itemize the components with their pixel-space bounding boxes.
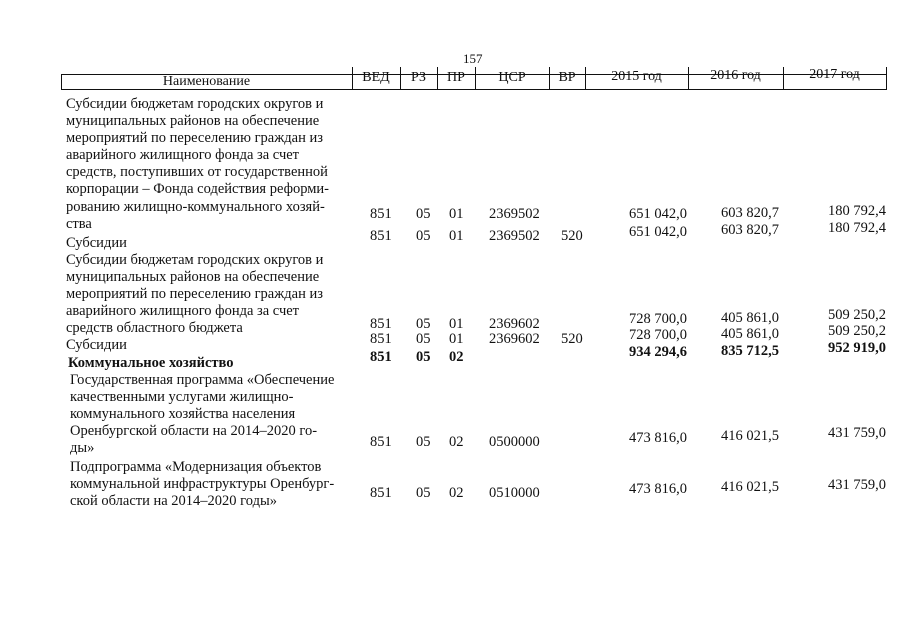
row-name <box>66 337 351 354</box>
header-2016: 2016 год <box>710 68 761 83</box>
cell-ved: 851 <box>370 485 392 501</box>
row-name-line: коммунального хозяйства населения <box>70 406 296 423</box>
row-name-line: средств, поступивших от государственной <box>66 164 328 181</box>
cell-amount-2016: 603 820,7 <box>721 205 779 221</box>
row-name <box>70 459 355 510</box>
cell-amount-2015: 728 700,0 <box>629 311 687 327</box>
row-name-line: муниципальных районов на обеспечение <box>66 113 320 130</box>
cell-pr: 02 <box>449 485 464 501</box>
cell-amount-2015: 728 700,0 <box>629 327 687 343</box>
cell-pr: 01 <box>449 228 464 244</box>
cell-amount-2015: 651 042,0 <box>629 206 687 222</box>
cell-amount-2015: 473 816,0 <box>629 430 687 446</box>
page-number: 157 <box>463 51 483 66</box>
header-vr: ВР <box>558 70 576 85</box>
cell-amount-2017: 180 792,4 <box>828 220 886 236</box>
row-name-line: Субсидии <box>66 337 127 353</box>
cell-pr: 01 <box>449 331 464 347</box>
cell-amount-2017: 952 919,0 <box>828 340 886 356</box>
cell-csr: 0500000 <box>489 434 540 450</box>
cell-ved: 851 <box>370 228 392 244</box>
cell-csr: 2369602 <box>489 331 540 347</box>
cell-amount-2016: 416 021,5 <box>721 479 779 495</box>
cell-rz: 05 <box>416 316 431 332</box>
cell-csr: 2369502 <box>489 228 540 244</box>
header-csr: ЦСР <box>498 70 526 85</box>
row-name-line: Оренбургской области на 2014–2020 го- <box>70 423 318 440</box>
header-2017: 2017 год <box>809 67 860 82</box>
row-name-line: Подпрограмма «Модернизация объектов <box>70 459 322 475</box>
row-name-line: аварийного жилищного фонда за счет <box>66 147 300 164</box>
cell-rz: 05 <box>416 228 431 244</box>
row-name-line: коммунальной инфраструктуры Оренбург- <box>70 476 335 493</box>
cell-ved: 851 <box>370 349 392 365</box>
row-name-line: средств областного бюджета <box>66 320 243 337</box>
cell-amount-2016: 603 820,7 <box>721 222 779 238</box>
cell-amount-2017: 431 759,0 <box>828 425 886 441</box>
cell-amount-2016: 405 861,0 <box>721 326 779 342</box>
cell-vr: 520 <box>561 331 583 347</box>
cell-amount-2015: 651 042,0 <box>629 224 687 240</box>
cell-ved: 851 <box>370 316 392 332</box>
row-name <box>66 235 351 252</box>
cell-csr: 2369502 <box>489 206 540 222</box>
row-name-line: ды» <box>70 440 95 457</box>
row-name <box>68 355 353 372</box>
row-name <box>66 252 351 337</box>
cell-rz: 05 <box>416 206 431 222</box>
row-name-line: аварийного жилищного фонда за счет <box>66 303 300 320</box>
row-name-line: Коммунальное хозяйство <box>68 355 234 371</box>
cell-amount-2015: 473 816,0 <box>629 481 687 497</box>
cell-rz: 05 <box>416 434 431 450</box>
cell-amount-2016: 835 712,5 <box>721 343 779 359</box>
cell-amount-2017: 509 250,2 <box>828 323 886 339</box>
row-name <box>66 96 351 233</box>
cell-ved: 851 <box>370 434 392 450</box>
row-name-line: рованию жилищно-коммунального хозяй- <box>66 198 325 215</box>
cell-amount-2017: 180 792,4 <box>828 203 886 219</box>
cell-ved: 851 <box>370 206 392 222</box>
row-name-line: мероприятий по переселению граждан из <box>66 286 323 303</box>
row-name-line: ства <box>66 215 92 232</box>
cell-csr: 2369602 <box>489 316 540 332</box>
header-rz: РЗ <box>411 70 426 85</box>
header-ved: ВЕД <box>362 70 390 85</box>
row-name-line: ской области на 2014–2020 годы» <box>70 493 277 510</box>
cell-vr: 520 <box>561 228 583 244</box>
row-name-line: Субсидии <box>66 235 127 251</box>
cell-pr: 01 <box>449 316 464 332</box>
cell-rz: 05 <box>416 485 431 501</box>
row-name-line: корпорации – Фонда содействия реформи- <box>66 181 330 198</box>
row-name-line: Субсидии бюджетам городских округов и <box>66 96 324 112</box>
row-name-line: качественными услугами жилищно- <box>70 389 294 406</box>
cell-pr: 02 <box>449 434 464 450</box>
cell-amount-2015: 934 294,6 <box>629 344 687 360</box>
row-name-line: Субсидии бюджетам городских округов и <box>66 252 324 268</box>
cell-rz: 05 <box>416 349 431 365</box>
cell-csr: 0510000 <box>489 485 540 501</box>
cell-amount-2016: 416 021,5 <box>721 428 779 444</box>
cell-pr: 02 <box>449 349 464 365</box>
cell-ved: 851 <box>370 331 392 347</box>
cell-amount-2016: 405 861,0 <box>721 310 779 326</box>
header-name: Наименование <box>162 74 251 89</box>
cell-amount-2017: 509 250,2 <box>828 307 886 323</box>
row-name-line: муниципальных районов на обеспечение <box>66 269 320 286</box>
header-pr: ПР <box>447 70 465 85</box>
cell-amount-2017: 431 759,0 <box>828 477 886 493</box>
header-2015: 2015 год <box>611 69 662 84</box>
cell-rz: 05 <box>416 331 431 347</box>
row-name <box>70 372 355 457</box>
cell-pr: 01 <box>449 206 464 222</box>
row-name-line: мероприятий по переселению граждан из <box>66 130 323 147</box>
row-name-line: Государственная программа «Обеспечение <box>70 372 335 388</box>
